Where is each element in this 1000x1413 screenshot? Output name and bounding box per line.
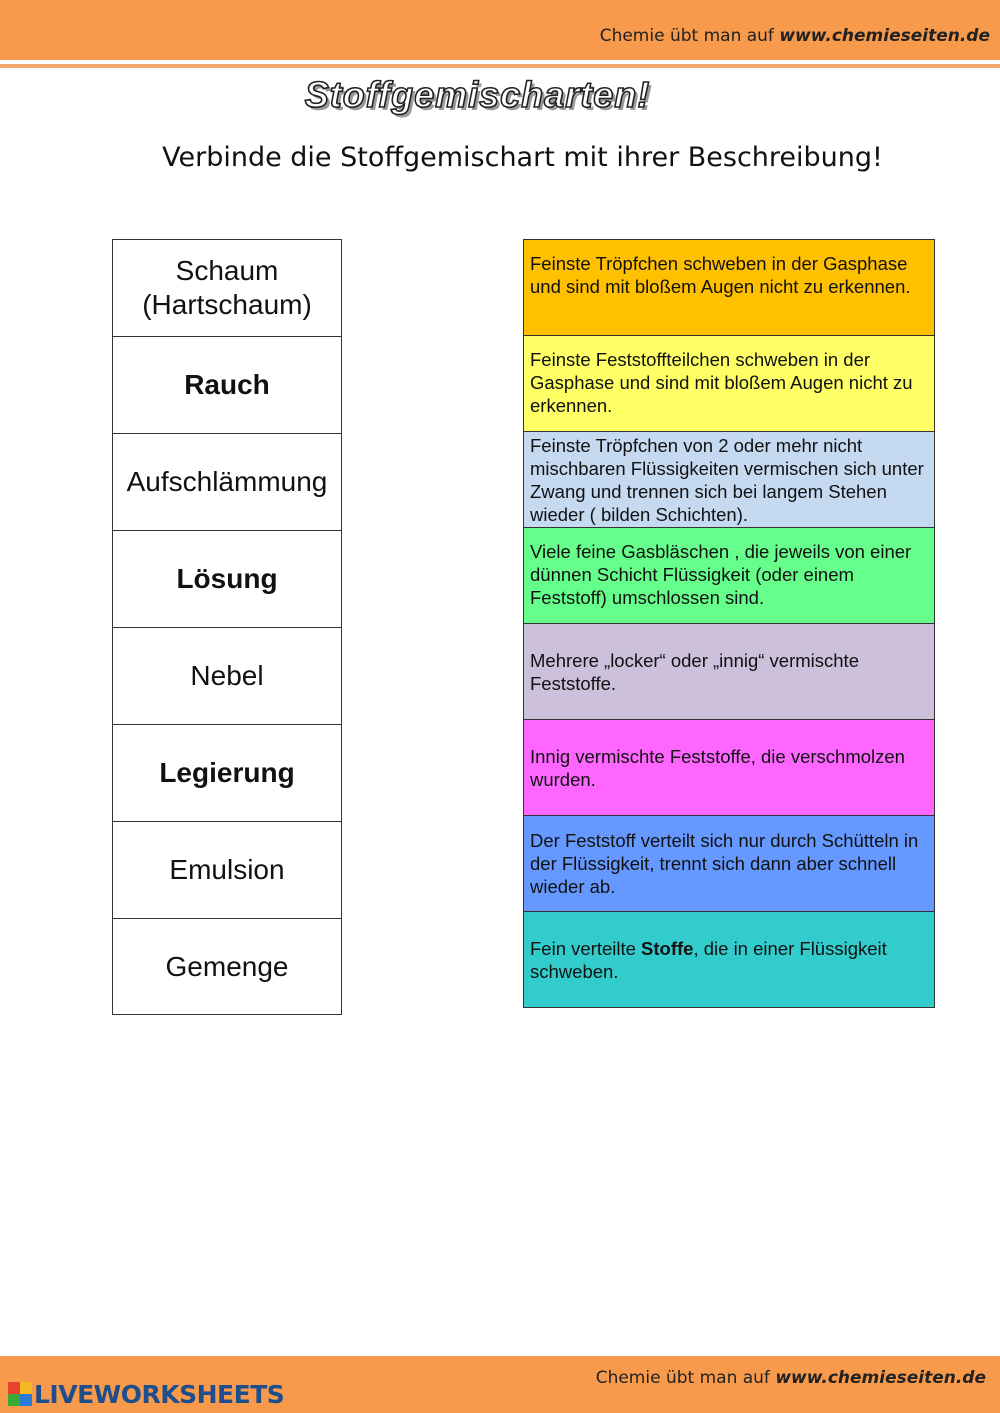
term-gemenge[interactable]: Gemenge <box>165 950 289 982</box>
footer-credit: Chemie übt man auf www.chemieseiten.de <box>595 1368 986 1388</box>
description-3[interactable]: Feinste Tröpfchen von 2 oder mehr nicht mischbaren Flüssigkeiten vermischen sich unter Zwang und trennen sich bei langem Stehen wieder ( bilden Schichten). <box>524 432 934 528</box>
footer-credit-site: www.chemieseiten.de <box>775 1368 986 1388</box>
term-legierung[interactable]: Legierung <box>113 725 341 822</box>
term-aufschlaemmung[interactable]: Aufschlämmung <box>113 434 341 531</box>
liveworksheets-logo-text: LIVEWORKSHEETS <box>34 1379 285 1409</box>
header-credit: Chemie übt man auf www.chemieseiten.de <box>599 26 990 46</box>
term-nebel[interactable]: Nebel <box>113 628 341 725</box>
description-6[interactable]: Innig vermischte Feststoffe, die verschmolzen wurden. <box>524 720 934 816</box>
descriptions-column <box>523 239 935 1008</box>
description-7[interactable]: Der Feststoff verteilt sich nur durch Schütteln in der Flüssigkeit, trennt sich dann aber schnell wieder ab. <box>524 816 934 912</box>
term-emulsion[interactable]: Emulsion <box>113 822 341 919</box>
header-divider <box>0 64 1000 68</box>
liveworksheets-logo[interactable] <box>8 1380 284 1408</box>
description-4[interactable]: Viele feine Gasbläschen , die jeweils von einer dünnen Schicht Flüssigkeit (oder einem Feststoff) umschlossen sind. <box>524 528 934 624</box>
term-schaum[interactable]: Schaum (Hartschaum) <box>113 240 341 337</box>
description-5[interactable]: Mehrere „locker“ oder „innig“ vermischte Feststoffe. <box>524 624 934 720</box>
header-credit-site: www.chemieseiten.de <box>779 26 990 46</box>
term-loesung[interactable]: Lösung <box>113 531 341 628</box>
term-rauch[interactable]: Rauch <box>113 337 341 434</box>
terms-column <box>112 239 342 1015</box>
worksheet-instruction: Verbinde die Stoffgemischart mit ihrer Beschreibung! <box>162 142 883 173</box>
liveworksheets-logo-icon <box>8 1382 32 1406</box>
description-8[interactable]: Fein verteilte Stoffe, die in einer Flüssigkeit schweben. <box>524 912 934 1007</box>
description-1[interactable]: Feinste Tröpfchen schweben in der Gasphase und sind mit bloßem Augen nicht zu erkennen. <box>524 240 934 336</box>
worksheet-title: Stoffgemischarten! <box>304 74 651 115</box>
description-2[interactable]: Feinste Feststoffteilchen schweben in der Gasphase und sind mit bloßem Augen nicht zu erkennen. <box>524 336 934 432</box>
